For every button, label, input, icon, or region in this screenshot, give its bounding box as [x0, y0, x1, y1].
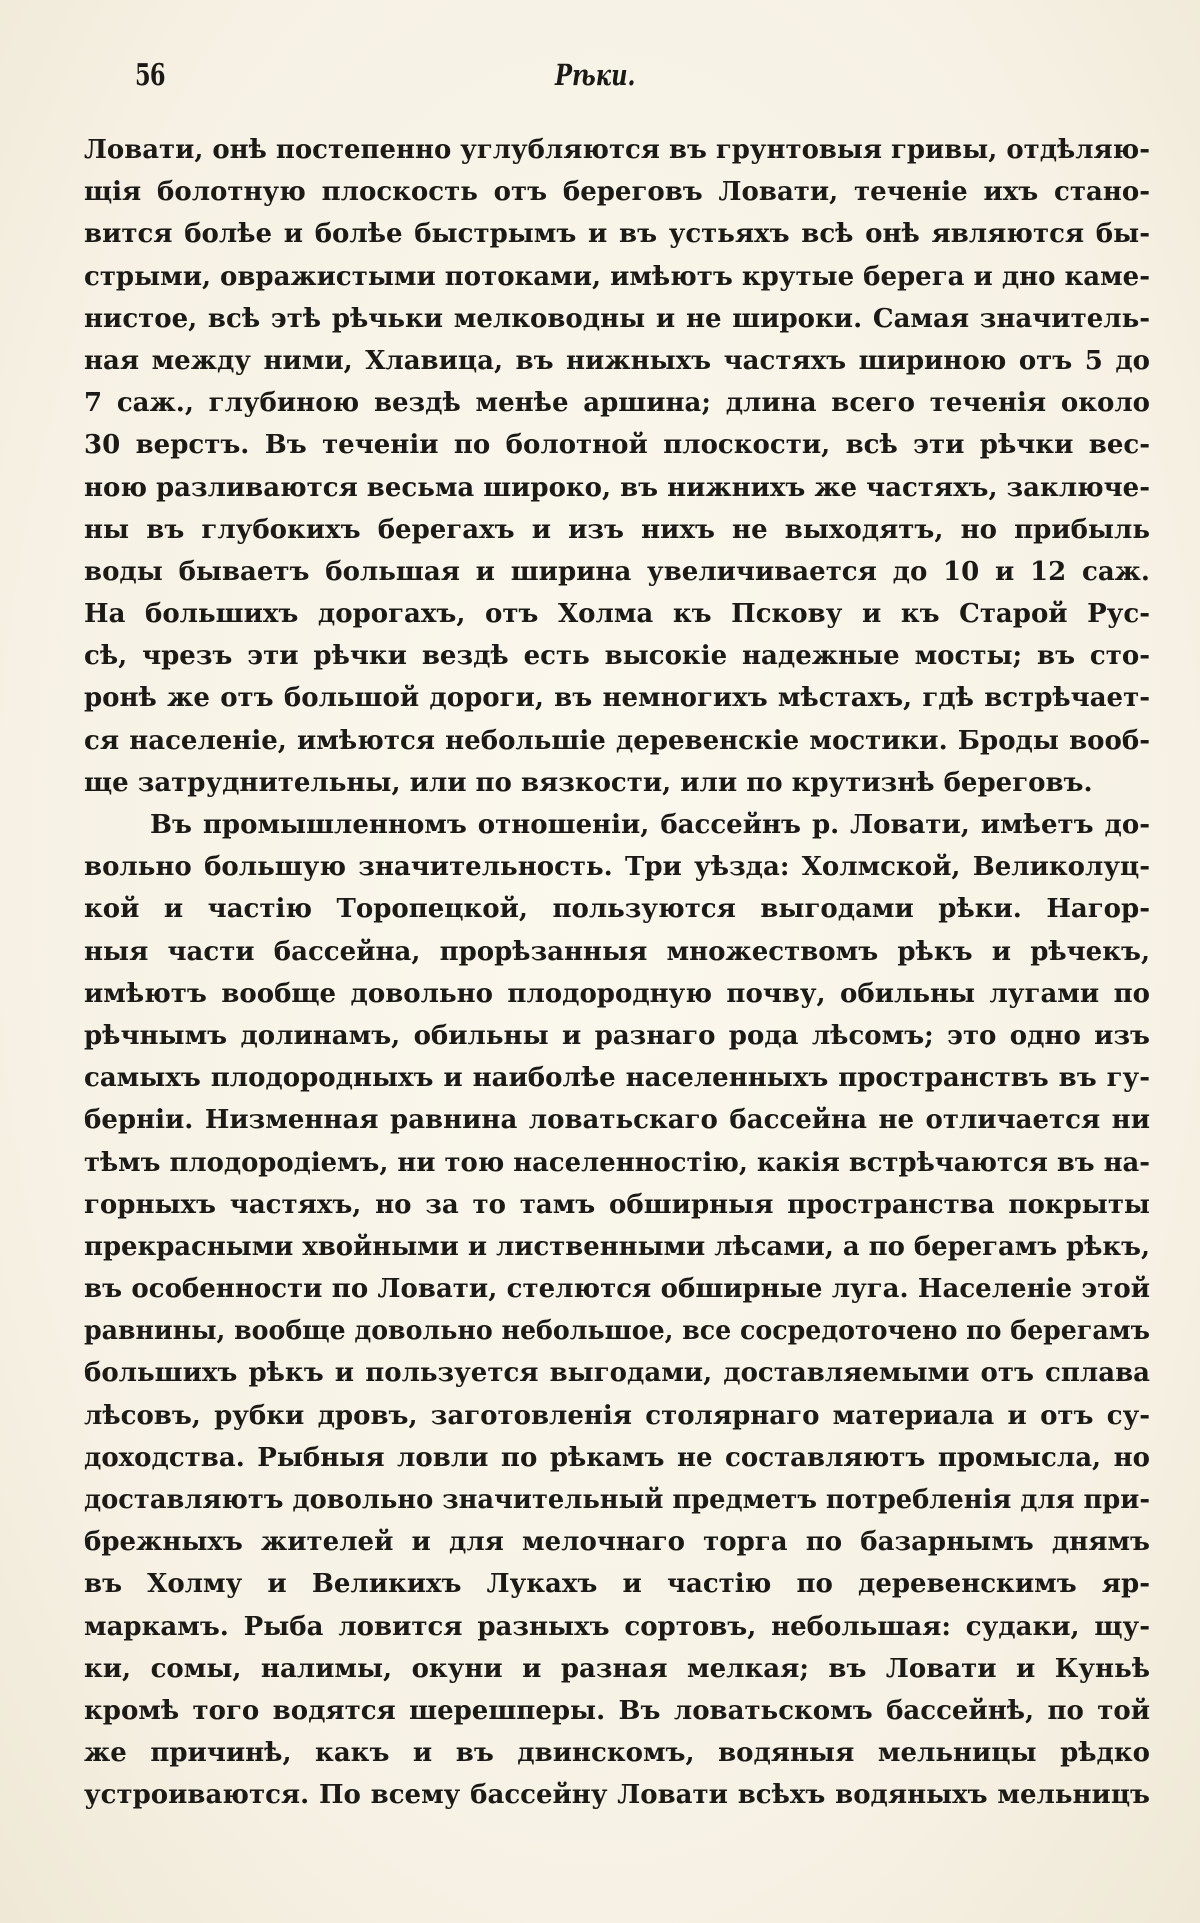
- text-line-content: Ловати, онѣ постепенно углубляются въ грунтовыя гривы, отдѣляю-: [84, 135, 1150, 165]
- text-line-content: сѣ, чрезъ эти рѣчки вездѣ есть высокіе надежные мосты; въ сто-: [84, 641, 1150, 672]
- text-line-content: ною разливаются весьма широко, въ нижнихъ же частяхъ, заключе-: [84, 472, 1150, 503]
- text-line: [84, 1774, 1150, 1816]
- text-line-content: имѣютъ вообще довольно плодородную почву, обильны лугами по: [84, 978, 1150, 1009]
- text-line: [84, 1479, 1150, 1521]
- text-line: [84, 635, 1150, 677]
- text-line: [84, 1395, 1150, 1437]
- text-line-content: въ Холму и Великихъ Лукахъ и частію по деревенскимъ яр-: [84, 1569, 1150, 1600]
- running-head: Рѣки.: [555, 58, 636, 92]
- text-line: [84, 298, 1150, 340]
- text-line-content: доставляютъ довольно значительный предметъ потребленія для при-: [84, 1485, 1150, 1515]
- text-line-content: же причинѣ, какъ и въ двинскомъ, водяныя мельницы рѣдко: [84, 1738, 1150, 1769]
- text-line-content: щія болотную плоскость отъ береговъ Ловати, теченіе ихъ стано-: [84, 177, 1150, 208]
- text-line-content: тѣмъ плодородіемъ, ни тою населенностію, какія встрѣчаются въ на-: [84, 1147, 1150, 1178]
- text-line-content: въ особенности по Ловати, стелются обширные луга. Населеніе этой: [84, 1274, 1150, 1305]
- text-line-content: ся населеніе, имѣются небольшіе деревенскіе мостики. Броды вооб-: [84, 725, 1150, 756]
- text-line: [84, 762, 1150, 804]
- text-line: [84, 171, 1150, 213]
- text-line-content: рѣчнымъ долинамъ, обильны и разнаго рода лѣсомъ; это одно изъ: [84, 1020, 1150, 1051]
- text-line: [84, 1142, 1150, 1184]
- text-line: [84, 804, 1150, 846]
- text-line-content: вольно большую значительность. Три уѣзда: Холмской, Великолуц-: [84, 852, 1150, 883]
- text-line-content: кромѣ того водятся шерешперы. Въ ловатьскомъ бассейнѣ, по той: [84, 1695, 1150, 1726]
- text-line: [84, 1268, 1150, 1310]
- text-line-content: ны въ глубокихъ берегахъ и изъ нихъ не выходятъ, но прибыль: [84, 514, 1150, 545]
- text-line-content: вится болѣе и болѣе быстрымъ и въ устьяхъ всѣ онѣ являются бы-: [84, 219, 1150, 250]
- page-header: [135, 58, 1100, 98]
- text-line: [84, 256, 1150, 298]
- text-line: [84, 720, 1150, 762]
- text-line-content: стрыми, овражистыми потоками, имѣютъ крутые берега и дно каме-: [84, 261, 1150, 292]
- text-line: [84, 1648, 1150, 1690]
- text-line-content: Въ промышленномъ отношеніи, бассейнъ р. Ловати, имѣетъ до-: [150, 810, 1150, 840]
- text-line-content: самыхъ плодородныхъ и наиболѣе населенныхъ пространствъ въ гу-: [84, 1063, 1150, 1094]
- text-line: [84, 382, 1150, 424]
- text-line: [84, 931, 1150, 973]
- text-line: [84, 213, 1150, 255]
- text-line-content: ныя части бассейна, прорѣзанныя множествомъ рѣкъ и рѣчекъ,: [84, 936, 1150, 967]
- text-line-content: горныхъ частяхъ, но за то тамъ обширныя пространства покрыты: [84, 1189, 1150, 1220]
- text-line-content: большихъ рѣкъ и пользуется выгодами, доставляемыми отъ сплава: [84, 1358, 1150, 1389]
- text-line-content: На большихъ дорогахъ, отъ Холма къ Пскову и къ Старой Рус-: [84, 599, 1150, 630]
- text-line-content: 7 саж., глубиною вездѣ менѣе аршина; длина всего теченія около: [84, 388, 1150, 419]
- text-line-content: ная между ними, Хлавица, въ нижныхъ частяхъ шириною отъ 5 до: [84, 345, 1150, 376]
- text-line-content: кой и частію Торопецкой, пользуются выгодами рѣки. Нагор-: [84, 894, 1150, 925]
- text-line: [84, 846, 1150, 888]
- text-line-content: лѣсовъ, рубки дровъ, заготовленія столярнаго материала и отъ су-: [84, 1400, 1150, 1431]
- text-line: [84, 424, 1150, 466]
- text-line: [84, 1732, 1150, 1774]
- text-line: [84, 1015, 1150, 1057]
- text-line: [84, 1563, 1150, 1605]
- text-line: [84, 551, 1150, 593]
- text-line: [84, 467, 1150, 509]
- text-line-content: устроиваются. По всему бассейну Ловати всѣхъ водяныхъ мельницъ: [84, 1780, 1150, 1811]
- text-line-content: доходства. Рыбныя ловли по рѣкамъ не составляютъ промысла, но: [84, 1442, 1150, 1473]
- text-line-content: берніи. Низменная равнина ловатьскаго бассейна не отличается ни: [84, 1105, 1150, 1136]
- paragraph-2: [84, 804, 1150, 1817]
- text-line-content: прекрасными хвойными и лиственными лѣсами, а по берегамъ рѣкъ,: [84, 1231, 1150, 1262]
- text-line: [84, 1690, 1150, 1732]
- text-line: [84, 1226, 1150, 1268]
- text-line: [84, 1099, 1150, 1141]
- paragraph-1: [84, 129, 1150, 804]
- text-line-content: ще затруднительны, или по вязкости, или по крутизнѣ береговъ.: [84, 767, 1093, 798]
- text-line: [84, 973, 1150, 1015]
- text-line-content: брежныхъ жителей и для мелочнаго торга по базарнымъ днямъ: [84, 1527, 1150, 1558]
- text-line-content: маркамъ. Рыба ловится разныхъ сортовъ, небольшая: судаки, щу-: [84, 1611, 1150, 1642]
- text-line: [84, 1521, 1150, 1563]
- text-line: [84, 677, 1150, 719]
- text-line-content: нистое, всѣ этѣ рѣчьки мелководны и не широки. Самая значитель-: [84, 303, 1150, 334]
- text-line: [84, 888, 1150, 930]
- text-line-content: 30 верстъ. Въ теченіи по болотной плоскости, всѣ эти рѣчки вес-: [84, 430, 1150, 461]
- text-line: [84, 1606, 1150, 1648]
- text-line: [84, 1310, 1150, 1352]
- text-line-content: равнины, вообще довольно небольшое, все сосредоточено по берегамъ: [84, 1316, 1150, 1347]
- text-line-content: ронѣ же отъ большой дороги, въ немногихъ мѣстахъ, гдѣ встрѣчает-: [84, 683, 1150, 714]
- text-line-content: воды бываетъ большая и ширина увеличивается до 10 и 12 саж.: [84, 556, 1150, 587]
- text-line: [84, 129, 1150, 171]
- page-number: 56: [135, 58, 165, 93]
- text-line: [84, 1352, 1150, 1394]
- text-line: [84, 1057, 1150, 1099]
- body-text: [84, 129, 1150, 1817]
- text-line: [84, 509, 1150, 551]
- text-line: [84, 1184, 1150, 1226]
- text-line: [84, 1437, 1150, 1479]
- text-line: [84, 340, 1150, 382]
- text-line: [84, 593, 1150, 635]
- text-line-content: ки, сомы, налимы, окуни и разная мелкая; въ Ловати и Куньѣ: [84, 1653, 1150, 1684]
